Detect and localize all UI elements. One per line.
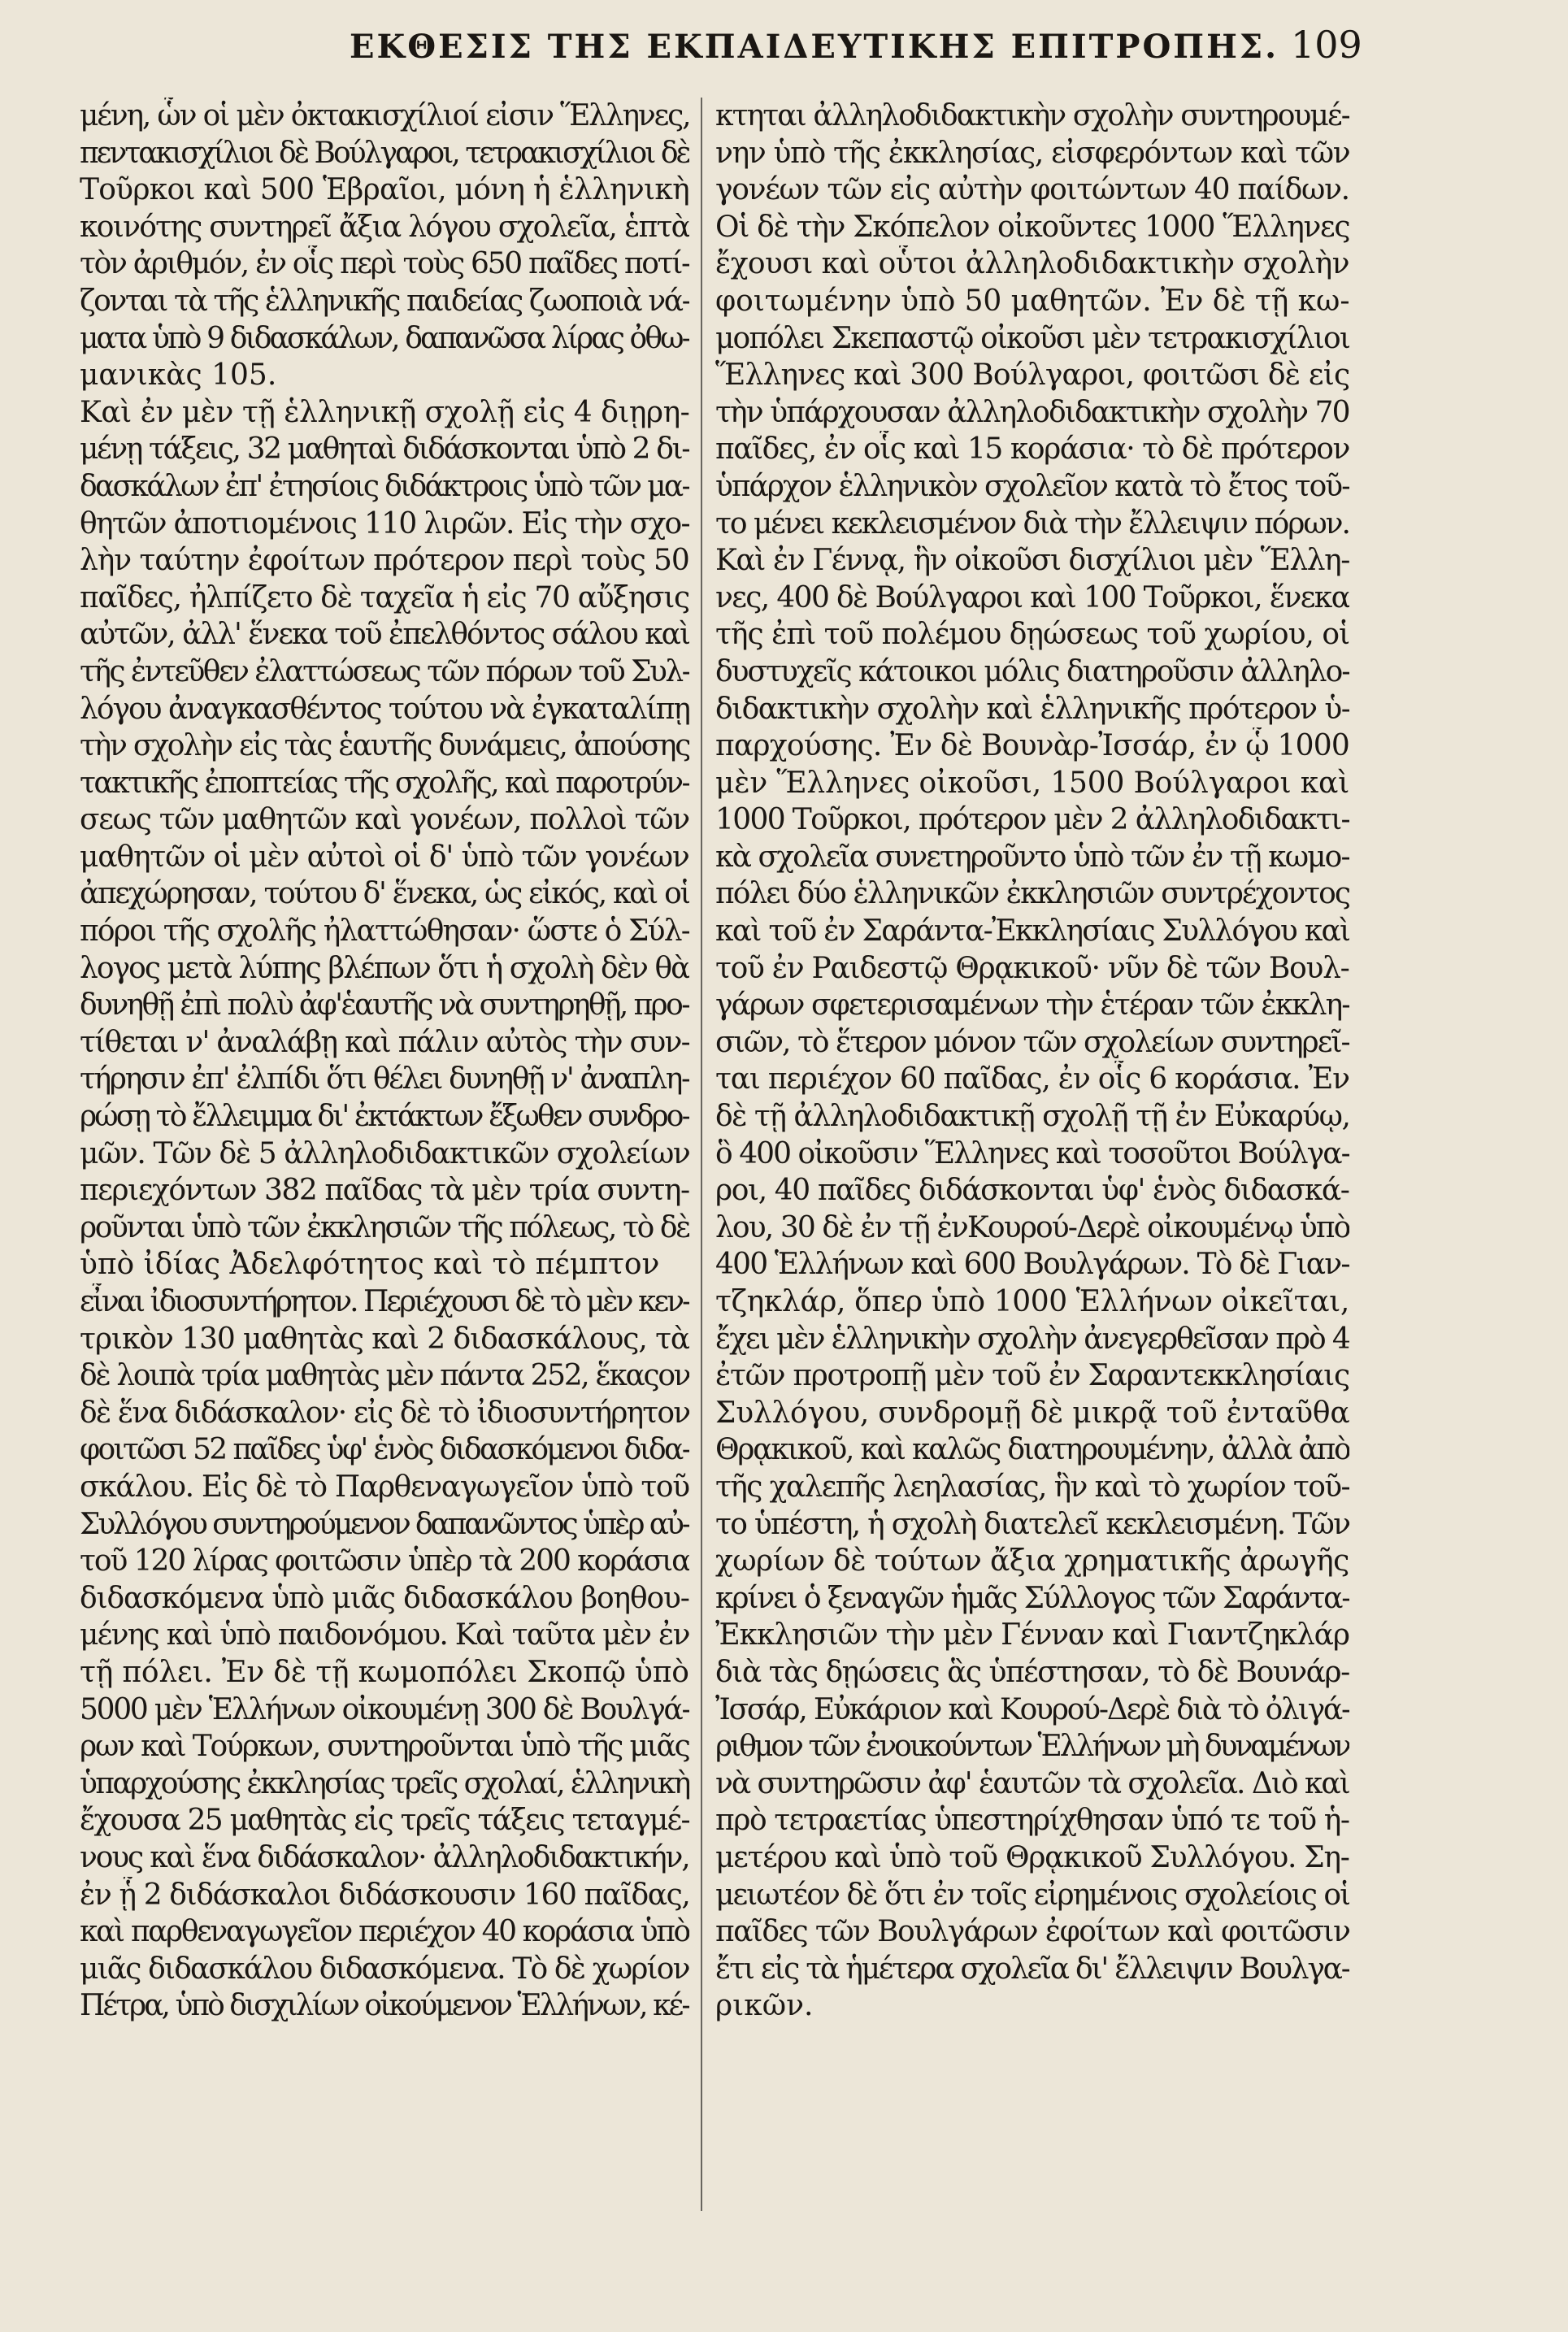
text-line: τῇ πόλει. Ἐν δὲ τῇ κωμοπόλει Σκοπῷ ὑπὸ (80, 1655, 689, 1689)
text-line: δυστυχεῖς κάτοικοι μόλις διατηροῦσιν ἀλληλο- (715, 654, 1349, 688)
text-line: διὰ τὰς δῃώσεις ἃς ὑπέστησαν, τὸ δὲ Βουνάρ- (715, 1655, 1349, 1689)
text-line: μετέρου καὶ ὑπὸ τοῦ Θρᾳκικοῦ Συλλόγου. Ση- (715, 1840, 1349, 1874)
text-line: ριθμον τῶν ἐνοικούντων Ἑλλήνων μὴ δυναμένων (715, 1730, 1349, 1764)
text-line: μῶν. Τῶν δὲ 5 ἀλληλοδιδακτικῶν σχολείων (80, 1136, 689, 1170)
text-line: κτηται ἀλληλοδιδακτικὴν σχολὴν συντηρουμέ- (715, 99, 1349, 132)
text-line: μιᾶς διδασκάλου διδασκόμενα. Τὸ δὲ χωρίον (80, 1952, 689, 1986)
text-line: μειωτέον δὲ ὅτι ἐν τοῖς εἰρημένοις σχολείοις οἱ (715, 1878, 1349, 1912)
text-line: καὶ τοῦ ἐν Σαράντα-Ἐκκλησίαις Συλλόγου καὶ (715, 914, 1349, 949)
text-line: 1000 Τοῦρκοι, πρότερον μὲν 2 ἀλληλοδιδακτι- (715, 803, 1349, 837)
text-line: τῆς ἐπὶ τοῦ πολέμου δῃώσεως τοῦ χωρίου, οἱ (715, 618, 1349, 652)
text-line: λογος μετὰ λύπης βλέπων ὅτι ἡ σχολὴ δὲν θὰ (80, 951, 689, 985)
text-line: ὑπάρχον ἑλληνικὸν σχολεῖον κατὰ τὸ ἔτος τοῦ- (715, 469, 1349, 503)
text-line: αὐτῶν, ἀλλ' ἕνεκα τοῦ ἐπελθόντος σάλου καὶ (80, 618, 689, 652)
text-line: ματα ὑπὸ 9 διδασκάλων, δαπανῶσα λίρας ὀθω- (80, 321, 689, 355)
text-line: ὑπαρχούσης ἐκκλησίας τρεῖς σχολαί, ἑλληνικὴ (80, 1766, 689, 1800)
text-line: μανικὰς 105. (80, 358, 277, 393)
left-text-column (80, 98, 689, 2025)
text-line: Καὶ ἐν Γέννᾳ, ἣν οἰκοῦσι δισχίλιοι μὲν Ἕλλη- (715, 544, 1349, 578)
text-line: Καὶ ἐν μὲν τῇ ἑλληνικῇ σχολῇ εἰς 4 διῃρη- (80, 395, 689, 429)
text-line: τήρησιν ἐπ' ἐλπίδι ὅτι θέλει δυνηθῇ ν' ἀναπλη- (80, 1062, 689, 1097)
text-line: σιῶν, τὸ ἕτερον μόνον τῶν σχολείων συντηρεῖ- (715, 1025, 1349, 1059)
text-line: δὲ τῇ ἀλληλοδιδακτικῇ σχολῇ τῇ ἐν Εὐκαρύῳ, (715, 1100, 1349, 1134)
text-line: τὴν σχολὴν εἰς τὰς ἑαυτῆς δυνάμεις, ἀπούσης (80, 729, 689, 763)
text-line: νους καὶ ἕνα διδάσκαλον· ἀλληλοδιδακτικήν, (80, 1840, 689, 1874)
text-line: ἐν ᾗ 2 διδάσκαλοι διδάσκουσιν 160 παῖδας, (80, 1878, 689, 1912)
text-line: σεως τῶν μαθητῶν καὶ γονέων, πολλοὶ τῶν (80, 803, 689, 837)
text-line: θητῶν ἀποτιομένοις 110 λιρῶν. Εἰς τὴν σχο- (80, 506, 689, 541)
text-line: λου, 30 δὲ ἐν τῇ ἐνΚουρού-Δερὲ οἰκουμένῳ ὑπὸ (715, 1210, 1349, 1244)
text-line: διδακτικὴν σχολὴν καὶ ἑλληνικῆς πρότερον ὑ- (715, 692, 1349, 726)
text-line: ροι, 40 παῖδες διδάσκονται ὑφ' ἑνὸς διδασκά- (715, 1174, 1349, 1208)
text-line: παῖδες τῶν Βουλγάρων ἐφοίτων καὶ φοιτῶσιν (715, 1915, 1349, 1949)
text-line: ἔχει μὲν ἑλληνικὴν σχολὴν ἀνεγερθεῖσαν πρὸ 4 (715, 1322, 1349, 1356)
text-line: φοιτωμένην ὑπὸ 50 μαθητῶν. Ἐν δὲ τῇ κω- (715, 284, 1349, 318)
text-line: κρίνει ὁ ξεναγῶν ἡμᾶς Σύλλογος τῶν Σαράντα- (715, 1581, 1349, 1615)
running-title: ΕΚΘΕΣΙΣ ΤΗΣ ΕΚΠΑΙΔΕΥΤΙΚΗΣ ΕΠΙΤΡΟΠΗΣ. (350, 28, 1279, 66)
text-line: μένῃ τάξεις, 32 μαθηταὶ διδάσκονται ὑπὸ 2 δι- (80, 432, 689, 467)
text-line: ἔχουσα 25 μαθητὰς εἰς τρεῖς τάξεις τεταγμέ- (80, 1804, 689, 1838)
text-line: ὑπὸ ἰδίας Ἀδελφότητος καὶ τὸ πέμπτον (80, 1248, 660, 1282)
text-line: ζονται τὰ τῆς ἑλληνικῆς παιδείας ζωοποιὰ νά- (80, 284, 689, 318)
text-line: λόγου ἀναγκασθέντος τούτου νὰ ἐγκαταλίπῃ (80, 692, 689, 726)
text-line: τρικὸν 130 μαθητὰς καὶ 2 διδασκάλους, τὰ (80, 1322, 689, 1356)
text-line: τῆς ἐντεῦθεν ἐλαττώσεως τῶν πόρων τοῦ Συλ- (80, 654, 689, 688)
text-line: δὲ λοιπὰ τρία μαθητὰς μὲν πάντα 252, ἕκαςον (80, 1359, 689, 1393)
text-line: καὶ παρθεναγωγεῖον περιέχον 40 κοράσια ὑπὸ (80, 1915, 689, 1949)
running-head (0, 23, 1568, 72)
text-line: τοῦ ἐν Ραιδεστῷ Θρᾳκικοῦ· νῦν δὲ τῶν Βουλ- (715, 951, 1349, 985)
text-line: 400 Ἑλλήνων καὶ 600 Βουλγάρων. Τὸ δὲ Γιαν- (715, 1248, 1349, 1282)
text-line: χωρίων δὲ τούτων ἄξια χρηματικῆς ἀρωγῆς (715, 1544, 1349, 1579)
text-line: ὃ 400 οἰκοῦσιν Ἕλληνες καὶ τοσοῦτοι Βούλγα- (715, 1136, 1349, 1170)
text-line: δυνηθῇ ἐπὶ πολὺ ἀφ'ἑαυτῆς νὰ συντηρηθῇ, προ- (80, 988, 689, 1023)
text-line: πόροι τῆς σχολῆς ἠλαττώθησαν· ὥστε ὁ Σύλ- (80, 914, 689, 949)
text-line: κοινότης συντηρεῖ ἄξια λόγου σχολεῖα, ἑπτὰ (80, 210, 689, 244)
text-line: τὴν ὑπάρχουσαν ἀλληλοδιδακτικὴν σχολὴν 70 (715, 395, 1349, 429)
text-line: περιεχόντων 382 παῖδας τὰ μὲν τρία συντη- (80, 1174, 689, 1208)
text-line: ρων καὶ Τούρκων, συντηροῦνται ὑπὸ τῆς μιᾶς (80, 1730, 689, 1764)
text-line: ἔχουσι καὶ οὗτοι ἀλληλοδιδακτικὴν σχολὴν (715, 247, 1349, 281)
text-line: Ἕλληνες καὶ 300 Βούλγαροι, φοιτῶσι δὲ εἰς (715, 358, 1349, 393)
text-line: Ἰσσάρ, Εὐκάριον καὶ Κουρού-Δερὲ διὰ τὸ ὀλιγά- (715, 1692, 1349, 1726)
text-line: γονέων τῶν εἰς αὐτὴν φοιτώντων 40 παίδων. (715, 173, 1349, 207)
text-line: νην ὑπὸ τῆς ἐκκλησίας, εἰσφερόντων καὶ τῶν (715, 136, 1349, 170)
text-line: τακτικῆς ἐποπτείας τῆς σχολῆς, καὶ παροτρύν- (80, 766, 689, 800)
text-line: Θρᾳκικοῦ, καὶ καλῶς διατηρουμένην, ἀλλὰ ἀπὸ (715, 1433, 1349, 1467)
text-line: νες, 400 δὲ Βούλγαροι καὶ 100 Τοῦρκοι, ἕνεκα (715, 580, 1349, 614)
text-line: δασκάλων ἐπ' ἐτησίοις διδάκτροις ὑπὸ τῶν μα- (80, 469, 689, 503)
text-line: 5000 μὲν Ἑλλήνων οἰκουμένῃ 300 δὲ Βουλγά- (80, 1692, 689, 1726)
text-line: πεντακισχίλιοι δὲ Βούλγαροι, τετρακισχίλιοι δὲ (80, 136, 689, 170)
text-line: Συλλόγου, συνδρομῇ δὲ μικρᾷ τοῦ ἐνταῦθα (715, 1396, 1349, 1430)
text-line: Τοῦρκοι καὶ 500 Ἑβραῖοι, μόνη ἡ ἑλληνικὴ (80, 173, 689, 207)
text-line: το ὑπέστη, ἡ σχολὴ διατελεῖ κεκλεισμένη. Τῶν (715, 1507, 1349, 1541)
text-line: μένη, ὧν οἱ μὲν ὀκτακισχίλιοί εἰσιν Ἕλληνες, (80, 99, 689, 132)
text-line: εἶναι ἰδιοσυντήρητον. Περιέχουσι δὲ τὸ μὲν κεν- (80, 1285, 689, 1318)
text-line: τὸν ἀριθμόν, ἐν οἷς περὶ τοὺς 650 παῖδες ποτί- (80, 247, 689, 281)
text-line: σκάλου. Εἰς δὲ τὸ Παρθεναγωγεῖον ὑπὸ τοῦ (80, 1470, 689, 1504)
text-line: Οἱ δὲ τὴν Σκόπελον οἰκοῦντες 1000 Ἕλληνες (715, 210, 1349, 244)
text-line: τίθεται ν' ἀναλάβῃ καὶ πάλιν αὐτὸς τὴν συν- (80, 1025, 689, 1059)
text-line: τζηκλάρ, ὅπερ ὑπὸ 1000 Ἑλλήνων οἰκεῖται, (715, 1285, 1349, 1318)
text-line: διδασκόμενα ὑπὸ μιᾶς διδασκάλου βοηθου- (80, 1581, 689, 1615)
text-line: το μένει κεκλεισμένον διὰ τὴν ἔλλειψιν πόρων. (715, 506, 1349, 541)
text-line: παρχούσης. Ἐν δὲ Βουνὰρ-Ἰσσάρ, ἐν ᾧ 1000 (715, 729, 1349, 763)
text-line: ἔτι εἰς τὰ ἡμέτερα σχολεῖα δι' ἔλλειψιν Βουλγα- (715, 1952, 1349, 1986)
text-line: ἀπεχώρησαν, τούτου δ' ἕνεκα, ὡς εἰκός, καὶ οἱ (80, 877, 689, 911)
text-line: ρικῶν. (715, 1989, 814, 2023)
text-line: ρώσῃ τὸ ἔλλειμμα δι' ἐκτάκτων ἔξωθεν συνδρο- (80, 1100, 689, 1134)
text-line: τῆς χαλεπῆς λεηλασίας, ἣν καὶ τὸ χωρίον τοῦ- (715, 1470, 1349, 1504)
text-line: λὴν ταύτην ἐφοίτων πρότερον περὶ τοὺς 50 (80, 544, 689, 578)
text-line: ἐτῶν προτροπῇ μὲν τοῦ ἐν Σαραντεκκλησίαις (715, 1359, 1349, 1393)
text-line: Ἐκκλησιῶν τὴν μὲν Γένναν καὶ Γιαντζηκλάρ (715, 1618, 1349, 1652)
text-line: παῖδες, ἐν οἷς καὶ 15 κοράσια· τὸ δὲ πρότερον (715, 432, 1349, 467)
page-number: 109 (1291, 23, 1362, 67)
text-line: μένης καὶ ὑπὸ παιδονόμου. Καὶ ταῦτα μὲν ἐν (80, 1618, 689, 1652)
text-line: γάρων σφετερισαμένων τὴν ἑτέραν τῶν ἐκκλη- (715, 988, 1349, 1023)
column-divider (701, 98, 702, 2211)
text-line: μοπόλει Σκεπαστῷ οἰκοῦσι μὲν τετρακισχίλιοι (715, 321, 1349, 355)
text-line: δὲ ἕνα διδάσκαλον· εἰς δὲ τὸ ἰδιοσυντήρητον (80, 1396, 689, 1430)
text-line: μὲν Ἕλληνες οἰκοῦσι, 1500 Βούλγαροι καὶ (715, 766, 1349, 800)
text-line: Πέτρα, ὑπὸ δισχιλίων οἰκούμενον Ἑλλήνων, κέ- (80, 1989, 689, 2023)
text-line: ται περιέχον 60 παῖδας, ἐν οἷς 6 κοράσια. Ἐν (715, 1062, 1349, 1097)
text-line: παῖδες, ἠλπίζετο δὲ ταχεῖα ἡ εἰς 70 αὔξησις (80, 580, 689, 614)
text-line: κὰ σχολεῖα συνετηροῦντο ὑπὸ τῶν ἐν τῇ κωμο- (715, 840, 1349, 874)
text-line: πόλει δύο ἑλληνικῶν ἐκκλησιῶν συντρέχοντος (715, 877, 1349, 911)
text-line: Συλλόγου συντηρούμενον δαπανῶντος ὑπὲρ αὐ- (80, 1507, 689, 1541)
text-line: ροῦνται ὑπὸ τῶν ἐκκλησιῶν τῆς πόλεως, τὸ δὲ (80, 1210, 689, 1244)
text-line: πρὸ τετραετίας ὑπεστηρίχθησαν ὑπό τε τοῦ ἡ- (715, 1804, 1349, 1838)
text-line: φοιτῶσι 52 παῖδες ὑφ' ἑνὸς διδασκόμενοι διδα- (80, 1433, 689, 1467)
text-line: μαθητῶν οἱ μὲν αὐτοὶ οἱ δ' ὑπὸ τῶν γονέων (80, 840, 689, 874)
text-line: νὰ συντηρῶσιν ἀφ' ἑαυτῶν τὰ σχολεῖα. Διὸ καὶ (715, 1766, 1349, 1800)
right-text-column (715, 98, 1349, 2025)
text-line: τοῦ 120 λίρας φοιτῶσιν ὑπὲρ τὰ 200 κοράσια (80, 1544, 689, 1579)
